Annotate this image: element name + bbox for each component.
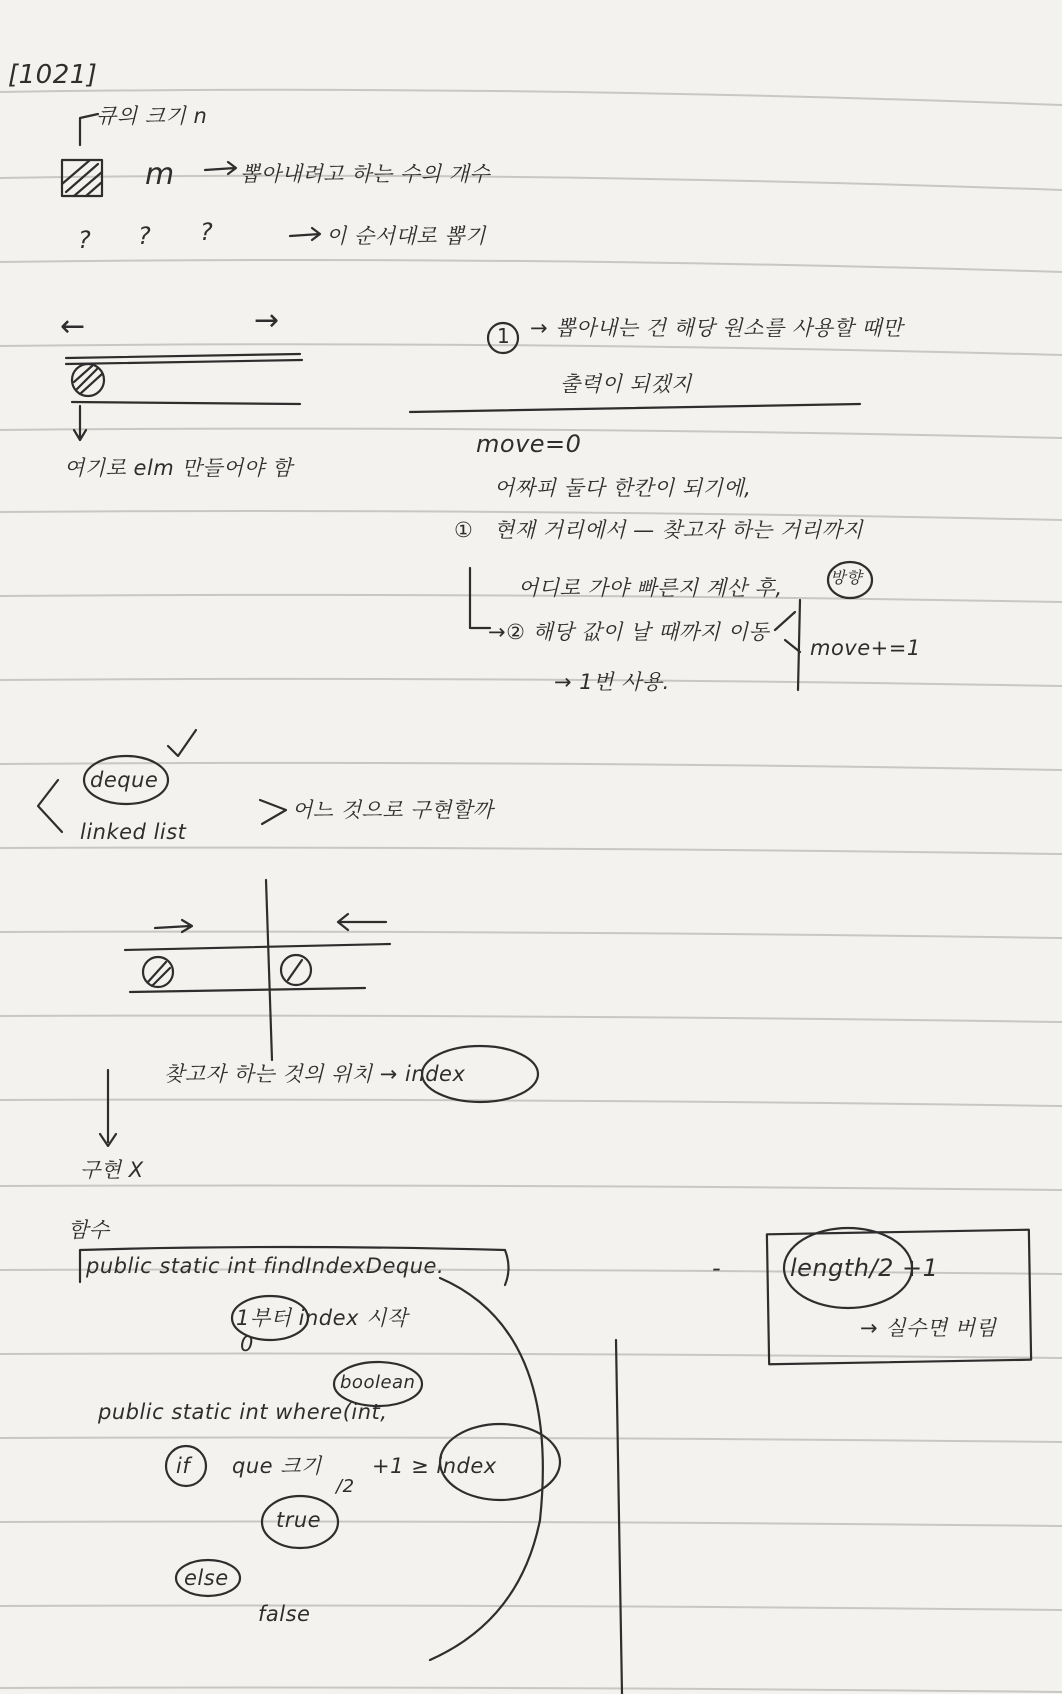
formula-warning: → 실수면 버림 — [860, 1316, 997, 1340]
step1b-text: 어디로 가야 빠른지 계산 후, — [518, 576, 783, 600]
notes-line1: → 뽑아내는 건 해당 원소를 사용할 때만 — [530, 316, 903, 340]
if-keyword: if — [176, 1454, 191, 1478]
move-increment: move+=1 — [810, 636, 921, 660]
false-keyword: false — [258, 1602, 311, 1626]
condition-rest: +1 ≥ index — [372, 1454, 497, 1478]
question-3: ? — [200, 218, 214, 246]
deque-option: deque — [90, 768, 159, 792]
signature-2: public static int where(int, — [98, 1400, 388, 1424]
box-dash: - — [712, 1254, 722, 1282]
notes-line3: 어짜피 둘다 한칸이 되기에, — [494, 476, 752, 500]
true-keyword: true — [276, 1508, 322, 1532]
linked-list-option: linked list — [80, 820, 187, 844]
m-label: m — [145, 157, 175, 192]
formula-text: length/2 +1 — [790, 1254, 939, 1282]
deque-left-arrow: ← — [60, 309, 86, 344]
direction-label: 방향 — [830, 568, 862, 587]
find-note: 찾고자 하는 것의 위치 → index — [164, 1062, 466, 1086]
queue-size-label: 큐의 크기 n — [96, 104, 208, 128]
deque-right-arrow: → — [254, 303, 280, 338]
zero-note: 0 — [240, 1332, 254, 1356]
impl-x: 구현 X — [80, 1158, 144, 1182]
signature-1: public static int findIndexDeque. — [86, 1254, 445, 1278]
step1-marker: ① — [454, 518, 474, 542]
problem-number: [1021] — [8, 60, 98, 90]
choice-question: 어느 것으로 구현할까 — [292, 798, 494, 822]
else-keyword: else — [184, 1566, 229, 1590]
question-1: ? — [78, 226, 92, 254]
functions-heading: 함수 — [68, 1218, 110, 1242]
step2-text: →② 해당 값이 날 때까지 이동 — [488, 620, 770, 644]
step1-text: 현재 거리에서 — 찾고자 하는 거리까지 — [494, 518, 864, 542]
m-note: 뽑아내려고 하는 수의 개수 — [240, 162, 491, 186]
order-note: 이 순서대로 뽑기 — [326, 224, 486, 248]
notes-line2: 출력이 되겠지 — [560, 372, 692, 396]
circle-1-label: 1 — [497, 324, 511, 348]
question-2: ? — [138, 222, 152, 250]
boolean-note: boolean — [340, 1372, 416, 1393]
half-text: /2 — [336, 1476, 355, 1497]
deque-below-note: 여기로 elm 만들어야 함 — [64, 456, 293, 480]
condition-text: que 크기 — [232, 1454, 322, 1478]
step2-use: → 1번 사용. — [554, 670, 670, 694]
start-note: 1부터 index 시작 — [236, 1306, 408, 1330]
move-init: move=0 — [476, 430, 582, 458]
